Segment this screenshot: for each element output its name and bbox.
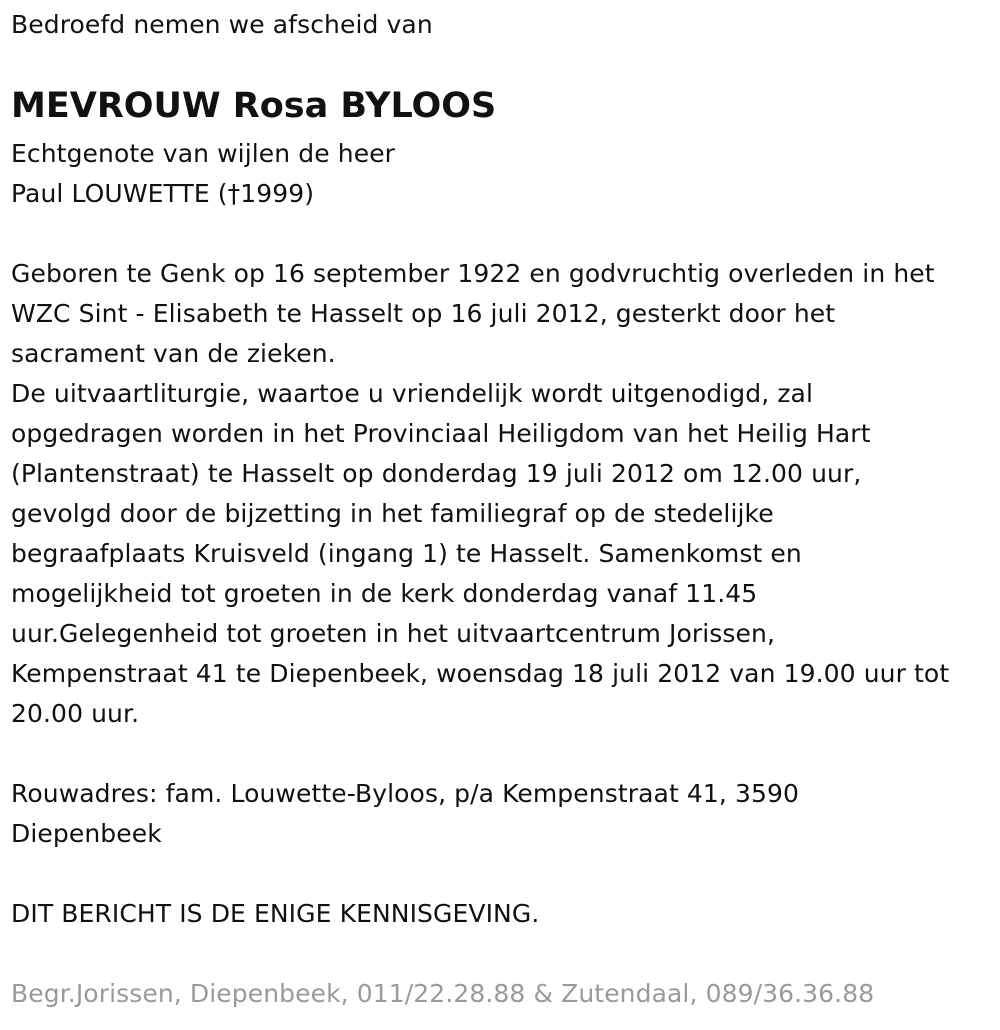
body-line: (Plantenstraat) te Hasselt op donderdag 19 juli 2012 om 12.00 uur,: [11, 459, 862, 488]
spouse-line-1: Echtgenote van wijlen de heer: [11, 139, 396, 168]
body-line: uur.Gelegenheid tot groeten in het uitvaartcentrum Jorissen,: [11, 619, 776, 648]
body-line: mogelijkheid tot groeten in de kerk donderdag vanaf 11.45: [11, 579, 758, 608]
address-line-1: Rouwadres: fam. Louwette-Byloos, p/a Kempenstraat 41, 3590: [11, 779, 800, 808]
intro-text: Bedroefd nemen we afscheid van: [11, 10, 433, 39]
body-line: Kempenstraat 41 te Diepenbeek, woensdag 18 juli 2012 van 19.00 uur tot: [11, 659, 950, 688]
body-line: gevolgd door de bijzetting in het familiegraf op de stedelijke: [11, 499, 774, 528]
funeral-home-footer: Begr.Jorissen, Diepenbeek, 011/22.28.88 & Zutendaal, 089/36.36.88: [11, 979, 875, 1008]
body-line: 20.00 uur.: [11, 699, 140, 728]
deceased-name: MEVROUW Rosa BYLOOS: [11, 86, 497, 126]
spouse-line-2: Paul LOUWETTE (†1999): [11, 179, 315, 208]
body-line: sacrament van de zieken.: [11, 339, 336, 368]
only-notice-text: DIT BERICHT IS DE ENIGE KENNISGEVING.: [11, 899, 540, 928]
body-line: De uitvaartliturgie, waartoe u vriendelijk wordt uitgenodigd, zal: [11, 379, 814, 408]
body-line: Geboren te Genk op 16 september 1922 en godvruchtig overleden in het: [11, 259, 935, 288]
address-line-2: Diepenbeek: [11, 819, 162, 848]
body-line: opgedragen worden in het Provinciaal Heiligdom van het Heilig Hart: [11, 419, 871, 448]
body-line: begraafplaats Kruisveld (ingang 1) te Hasselt. Samenkomst en: [11, 539, 802, 568]
body-line: WZC Sint - Elisabeth te Hasselt op 16 juli 2012, gesterkt door het: [11, 299, 836, 328]
